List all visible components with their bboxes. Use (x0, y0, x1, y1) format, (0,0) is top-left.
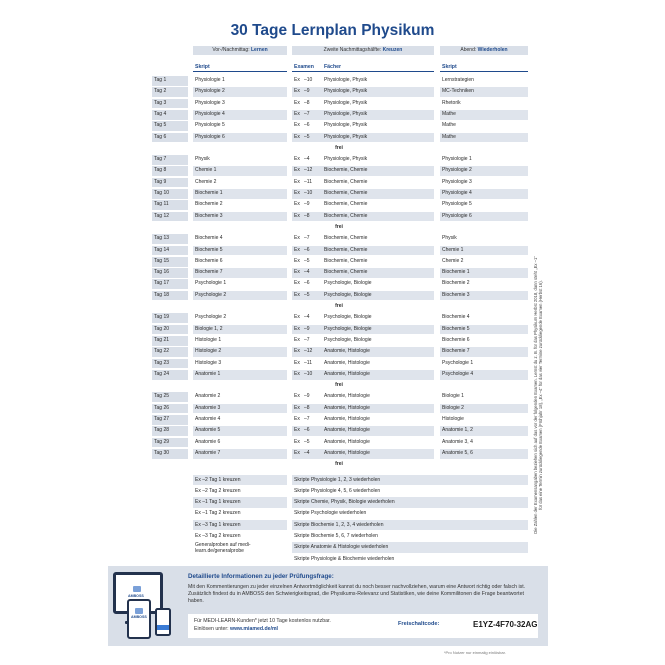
plan-row (152, 189, 528, 199)
examen-cell: Ex (292, 87, 304, 97)
day-cell: Tag 19 (152, 313, 188, 323)
wiederholen-cell: Biochemie 3 (440, 291, 528, 301)
header-wiederholen: Abend: Wiederholen (440, 46, 528, 55)
skript-cell: Biochemie 5 (193, 246, 287, 256)
wiederholen-cell: Biochemie 2 (442, 280, 470, 287)
skript-cell: Physiologie 1 (195, 77, 225, 83)
skript-cell: Anatomie 3 (193, 404, 287, 414)
skript-cell: Biologie 1, 2 (193, 325, 287, 335)
code-label: Freischaltcode: (398, 621, 440, 627)
final-wiederholen-cell: Skripte Physiologie & Biochemie wiederholen (294, 555, 395, 562)
plan-row (152, 291, 528, 301)
promo-redeem: Einlösen unter: www.miamed.de/ml (194, 626, 278, 632)
col-label-skript: Skript (193, 63, 287, 72)
tablet-icon (127, 599, 151, 639)
examen-cell: Ex (292, 291, 304, 301)
wiederholen-cell: Biochemie 4 (442, 314, 470, 321)
final-kreuzen-cell: Ex –3 Tag 2 kreuzen (195, 533, 241, 539)
wiederholen-cell: Biochemie 7 (440, 347, 528, 357)
day-cell: Tag 30 (152, 449, 188, 459)
plan-row (152, 449, 528, 459)
wiederholen-cell: MC-Techniken (440, 87, 528, 97)
wiederholen-cell: Biologie 1 (442, 393, 464, 400)
plan-row (152, 415, 528, 425)
promo-text: Mit den Kommentierungen zu jeder einzelnen Antwortmöglichkeit kannst du noch besser nachvollziehen, warum eine Antwort richtig oder falsch ist. Zusätzlich findest du in AMBOSS den Schwierigkeitsgrad, die Physikums-Relevanz und Statistiken, wie deine Kommilitonen die Frage beantwortet haben. (188, 584, 526, 604)
day-cell: Tag 9 (152, 178, 188, 188)
examen-cell: Ex (294, 178, 300, 185)
skript-cell: Psychologie 2 (193, 291, 287, 301)
final-row (193, 542, 528, 553)
faecher-cell: Biochemie, Chemie (324, 201, 368, 208)
wiederholen-cell: Mathe (440, 110, 528, 120)
skript-cell: Physiologie 4 (193, 110, 287, 120)
examen-number-cell: –8 (304, 212, 322, 222)
faecher-cell: Psychologie, Biologie (324, 280, 372, 287)
plan-row (152, 438, 528, 448)
skript-cell: Physiologie 5 (195, 122, 225, 129)
wiederholen-cell: Physiologie 5 (442, 201, 472, 208)
examen-number-cell: –10 (304, 77, 313, 83)
header-kreuzen: Zweite Nachmittagshälfte: Kreuzen (292, 46, 434, 55)
skript-cell: Biochemie 6 (195, 257, 223, 264)
examen-cell: Ex (294, 122, 300, 129)
wiederholen-cell: Chemie 1 (440, 246, 528, 256)
day-cell: Tag 10 (152, 189, 188, 199)
skript-cell: Biochemie 7 (193, 268, 287, 278)
wiederholen-cell: Biochemie 6 (442, 336, 470, 343)
frei-row: frei (335, 461, 343, 468)
plan-row (152, 121, 528, 131)
examen-number-cell: –4 (304, 449, 322, 459)
plan-row (152, 426, 528, 436)
plan-row (152, 359, 528, 369)
day-cell: Tag 8 (152, 166, 188, 176)
col-label-examen: Examen (292, 63, 322, 72)
examen-number-cell: –7 (304, 110, 322, 120)
faecher-cell: Biochemie, Chemie (322, 246, 434, 256)
wiederholen-cell: Biochemie 1 (440, 268, 528, 278)
faecher-cell: Biochemie, Chemie (322, 189, 434, 199)
day-cell: Tag 4 (152, 110, 188, 120)
frei-row: frei (335, 223, 343, 230)
day-cell: Tag 18 (152, 291, 188, 301)
faecher-cell: Anatomie, Histologie (324, 359, 370, 366)
final-row (193, 475, 528, 486)
final-kreuzen-cell: Ex –1 Tag 1 kreuzen (193, 497, 287, 508)
final-wiederholen-cell: Skripte Biochemie 1, 2, 3, 4 wiederholen (292, 520, 528, 531)
skript-cell: Anatomie 6 (195, 438, 221, 445)
final-row (193, 531, 528, 542)
examen-number-cell: –10 (304, 370, 322, 380)
examen-number-cell: –6 (304, 280, 310, 287)
examen-cell: Ex (294, 438, 300, 445)
examen-cell: Ex (292, 404, 304, 414)
faecher-cell: Anatomie, Histologie (324, 393, 370, 400)
faecher-cell: Psychologie, Biologie (324, 314, 372, 321)
examen-number-cell: –12 (304, 166, 322, 176)
faecher-cell: Biochemie, Chemie (324, 178, 368, 185)
wiederholen-cell: Rhetorik (442, 99, 461, 106)
final-row (193, 554, 528, 565)
skript-cell: Chemie 2 (195, 178, 217, 185)
skript-cell: Psychologie 1 (195, 280, 227, 287)
examen-number-cell: –7 (304, 336, 310, 343)
amboss-logo-text: AMBOSS (131, 615, 147, 619)
amboss-logo-text: AMBOSS (128, 594, 144, 598)
examen-number-cell: –9 (304, 325, 322, 335)
skript-cell: Physik (195, 156, 210, 163)
day-cell: Tag 7 (152, 155, 188, 165)
faecher-cell: Biochemie, Chemie (322, 212, 434, 222)
examen-number-cell: –12 (304, 347, 322, 357)
day-cell: Tag 6 (152, 133, 188, 143)
plan-row (152, 336, 528, 346)
skript-cell: Biochemie 4 (195, 235, 223, 242)
examen-cell: Ex (294, 257, 300, 264)
wiederholen-cell: Mathe (442, 122, 456, 129)
day-cell: Tag 28 (152, 426, 188, 436)
examen-number-cell: –4 (304, 314, 310, 321)
plan-row (152, 99, 528, 109)
page-title: 30 Tage Lernplan Physikum (230, 22, 435, 39)
examen-number-cell: –5 (304, 291, 322, 301)
examen-cell: Ex (292, 268, 304, 278)
wiederholen-cell: Psychologie 1 (442, 359, 474, 366)
plan-row (152, 313, 528, 323)
plan-row (152, 200, 528, 210)
faecher-cell: Anatomie, Histologie (322, 347, 434, 357)
phone-screen-icon (157, 625, 169, 630)
examen-number-cell: –4 (304, 268, 322, 278)
day-cell: Tag 17 (152, 279, 188, 289)
faecher-cell: Physiologie, Physik (324, 99, 368, 106)
faecher-cell: Physiologie, Physik (324, 156, 368, 163)
day-cell: Tag 5 (152, 121, 188, 131)
examen-cell: Ex (294, 235, 300, 242)
code-value: E1YZ-4F70-32AG (473, 620, 538, 629)
skript-cell: Histologie 1 (195, 336, 222, 343)
wiederholen-cell: Physiologie 1 (442, 156, 472, 163)
faecher-cell: Anatomie, Histologie (322, 449, 434, 459)
final-wiederholen-cell: Skripte Physiologie 1, 2, 3 wiederholen (292, 475, 528, 486)
examen-cell: Ex (292, 110, 304, 120)
examen-cell: Ex (292, 246, 304, 256)
examen-cell: Ex (292, 449, 304, 459)
skript-cell: Anatomie 1 (193, 370, 287, 380)
examen-cell: Ex (294, 393, 300, 400)
day-cell: Tag 27 (152, 415, 188, 425)
header-lernen: Vor-/Nachmittag: Lernen (193, 46, 287, 55)
plan-row (152, 268, 528, 278)
wiederholen-cell: Physik (442, 235, 457, 242)
final-kreuzen-cell: Generalproben auf medi-learn.de/generalprobe (195, 542, 251, 554)
final-kreuzen-cell: Ex –2 Tag 2 kreuzen (195, 487, 241, 494)
faecher-cell: Anatomie, Histologie (322, 404, 434, 414)
faecher-cell: Physiologie, Physik (324, 77, 368, 83)
skript-cell: Anatomie 7 (193, 449, 287, 459)
wiederholen-cell: Anatomie 1, 2 (440, 426, 528, 436)
examen-number-cell: –7 (304, 416, 310, 422)
faecher-cell: Anatomie, Histologie (322, 370, 434, 380)
examen-cell: Ex (294, 156, 300, 163)
plan-row (152, 76, 528, 86)
examen-cell: Ex (292, 370, 304, 380)
examen-number-cell: –11 (304, 359, 312, 366)
faecher-cell: Biochemie, Chemie (322, 268, 434, 278)
examen-cell: Ex (294, 336, 300, 343)
examen-cell: Ex (294, 416, 300, 422)
wiederholen-cell: Biochemie 5 (440, 325, 528, 335)
faecher-cell: Anatomie, Histologie (324, 416, 370, 422)
day-cell: Tag 11 (152, 200, 188, 210)
examen-number-cell: –5 (304, 257, 310, 264)
examen-cell: Ex (294, 359, 300, 366)
day-cell: Tag 16 (152, 268, 188, 278)
faecher-cell: Physiologie, Physik (324, 122, 368, 129)
examen-number-cell: –8 (304, 404, 322, 414)
final-kreuzen-cell: Ex –3 Tag 1 kreuzen (193, 520, 287, 531)
plan-row (152, 110, 528, 120)
col-label-skript-wiederholen: Skript (440, 63, 528, 72)
wiederholen-cell: Histologie (442, 416, 464, 422)
plan-row (152, 257, 528, 267)
day-cell: Tag 12 (152, 212, 188, 222)
examen-number-cell: –8 (304, 99, 310, 106)
plan-row (152, 370, 528, 380)
faecher-cell: Psychologie, Biologie (322, 291, 434, 301)
skript-cell: Biochemie 2 (195, 201, 223, 208)
skript-cell: Histologie 3 (195, 359, 222, 366)
examen-cell: Ex (294, 99, 300, 106)
faecher-cell: Biochemie, Chemie (324, 235, 368, 242)
examen-number-cell: –10 (304, 189, 322, 199)
skript-cell: Physiologie 2 (193, 87, 287, 97)
final-kreuzen-cell: Ex –1 Tag 2 kreuzen (195, 510, 241, 517)
final-kreuzen-cell (193, 554, 287, 565)
wiederholen-cell: Physiologie 2 (440, 166, 528, 176)
wiederholen-cell: Physiologie 4 (440, 189, 528, 199)
examen-number-cell: –6 (304, 426, 322, 436)
day-cell: Tag 2 (152, 87, 188, 97)
examen-cell: Ex (292, 133, 304, 143)
wiederholen-cell: Physiologie 3 (442, 178, 472, 185)
promo-box (188, 614, 538, 638)
examen-cell: Ex (292, 347, 304, 357)
plan-row (152, 347, 528, 357)
frei-row: frei (335, 382, 343, 389)
day-cell: Tag 15 (152, 257, 188, 267)
faecher-cell: Physiologie, Physik (322, 87, 434, 97)
examen-number-cell: –9 (304, 87, 322, 97)
day-cell: Tag 13 (152, 234, 188, 244)
plan-row (152, 133, 528, 143)
examen-number-cell: –9 (304, 201, 310, 208)
faecher-cell: Biochemie, Chemie (322, 166, 434, 176)
promo-heading: Detaillierte Informationen zu jeder Prüfungsfrage: (188, 573, 334, 580)
final-row (193, 508, 528, 519)
plan-row (152, 325, 528, 335)
wiederholen-cell: Psychologie 4 (440, 370, 528, 380)
final-row (193, 520, 528, 531)
examen-number-cell: –7 (304, 235, 310, 242)
skript-cell: Physiologie 3 (195, 99, 225, 106)
plan-row (152, 166, 528, 176)
plan-row (152, 246, 528, 256)
day-cell: Tag 3 (152, 99, 188, 109)
examen-number-cell: –5 (304, 133, 322, 143)
phone-icon (155, 608, 171, 636)
plan-row (152, 392, 528, 402)
day-cell: Tag 24 (152, 370, 188, 380)
examen-cell: Ex (294, 314, 300, 321)
examen-cell: Ex (294, 201, 300, 208)
skript-cell: Anatomie 4 (195, 416, 221, 422)
wiederholen-cell: Physiologie 6 (440, 212, 528, 222)
skript-cell: Biochemie 3 (193, 212, 287, 222)
day-cell: Tag 20 (152, 325, 188, 335)
examen-number-cell: –6 (304, 246, 322, 256)
promo-offer: Für MEDI-LEARN-Kunden* jetzt 10 Tage kostenlos nutzbar. (194, 618, 331, 624)
day-cell: Tag 25 (152, 392, 188, 402)
wiederholen-cell: Mathe (440, 133, 528, 143)
final-wiederholen-cell: Skripte Physiologie 4, 5, 6 wiederholen (294, 487, 381, 494)
wiederholen-cell: Anatomie 3, 4 (442, 438, 473, 445)
wiederholen-cell: Anatomie 5, 6 (440, 449, 528, 459)
skript-cell: Biochemie 1 (193, 189, 287, 199)
amboss-logo-icon (133, 586, 141, 592)
skript-cell: Chemie 1 (193, 166, 287, 176)
amboss-promo (108, 566, 548, 646)
final-wiederholen-cell: Skripte Psychologie wiederholen (294, 510, 367, 517)
footnote: *Pro Nutzer nur einmalig einlösbar. (444, 650, 506, 655)
plan-row (152, 279, 528, 289)
frei-row: frei (335, 303, 343, 309)
faecher-cell: Physiologie, Physik (322, 133, 434, 143)
faecher-cell: Psychologie, Biologie (324, 336, 372, 343)
examen-cell: Ex (294, 280, 300, 287)
final-wiederholen-cell: Skripte Chemie, Physik, Biologie wiederholen (292, 497, 528, 508)
examen-cell: Ex (292, 189, 304, 199)
plan-row (152, 87, 528, 97)
final-kreuzen-cell: Ex –2 Tag 1 kreuzen (193, 475, 287, 486)
day-cell: Tag 1 (152, 76, 188, 86)
examen-cell: Ex (292, 325, 304, 335)
examen-cell: Ex (292, 212, 304, 222)
examen-cell: Ex (294, 77, 300, 83)
plan-row (152, 404, 528, 414)
faecher-cell: Biochemie, Chemie (324, 257, 368, 264)
promo-link[interactable]: www.miamed.de/ml (230, 626, 278, 632)
plan-row (152, 155, 528, 165)
wiederholen-cell: Biologie 2 (440, 404, 528, 414)
skript-cell: Physiologie 6 (193, 133, 287, 143)
side-note: Die Zahlen der Examensangaben beziehen sich auf das vor der folgenden Examen. Lernst du z. B. für das Physikum Herbst 2018, dann steht „Ex –1“ für das eine Termin zurückliegende Examen (Frühjahr 18), „Ex –4“ für das vier Termine zurückliegende Examen (Herbst 16). (533, 256, 543, 534)
examen-cell: Ex (292, 166, 304, 176)
skript-cell: Anatomie 5 (193, 426, 287, 436)
plan-row (152, 234, 528, 244)
day-cell: Tag 23 (152, 359, 188, 369)
final-wiederholen-cell: Skripte Biochemie 5, 6, 7 wiederholen (294, 533, 378, 539)
day-cell: Tag 29 (152, 438, 188, 448)
skript-cell: Anatomie 2 (195, 393, 221, 400)
final-row (193, 486, 528, 497)
examen-number-cell: –6 (304, 122, 310, 129)
faecher-cell: Anatomie, Histologie (322, 426, 434, 436)
skript-cell: Histologie 2 (193, 347, 287, 357)
faecher-cell: Psychologie, Biologie (322, 325, 434, 335)
final-row (193, 497, 528, 508)
col-label-faecher: Fächer (322, 63, 434, 72)
plan-row (152, 178, 528, 188)
faecher-cell: Physiologie, Physik (322, 110, 434, 120)
wiederholen-cell: Lernstrategien (442, 77, 474, 83)
plan-row (152, 212, 528, 222)
wiederholen-cell: Chemie 2 (442, 257, 464, 264)
day-cell: Tag 22 (152, 347, 188, 357)
skript-cell: Psychologie 2 (195, 314, 227, 321)
day-cell: Tag 21 (152, 336, 188, 346)
examen-number-cell: –5 (304, 438, 310, 445)
examen-number-cell: –9 (304, 393, 310, 400)
examen-number-cell: –11 (304, 178, 312, 185)
faecher-cell: Anatomie, Histologie (324, 438, 370, 445)
frei-row: frei (335, 144, 343, 151)
examen-cell: Ex (292, 426, 304, 436)
final-wiederholen-cell: Skripte Anatomie & Histologie wiederholen (292, 542, 528, 553)
day-cell: Tag 26 (152, 404, 188, 414)
day-cell: Tag 14 (152, 246, 188, 256)
examen-number-cell: –4 (304, 156, 310, 163)
amboss-logo-icon (135, 608, 143, 614)
